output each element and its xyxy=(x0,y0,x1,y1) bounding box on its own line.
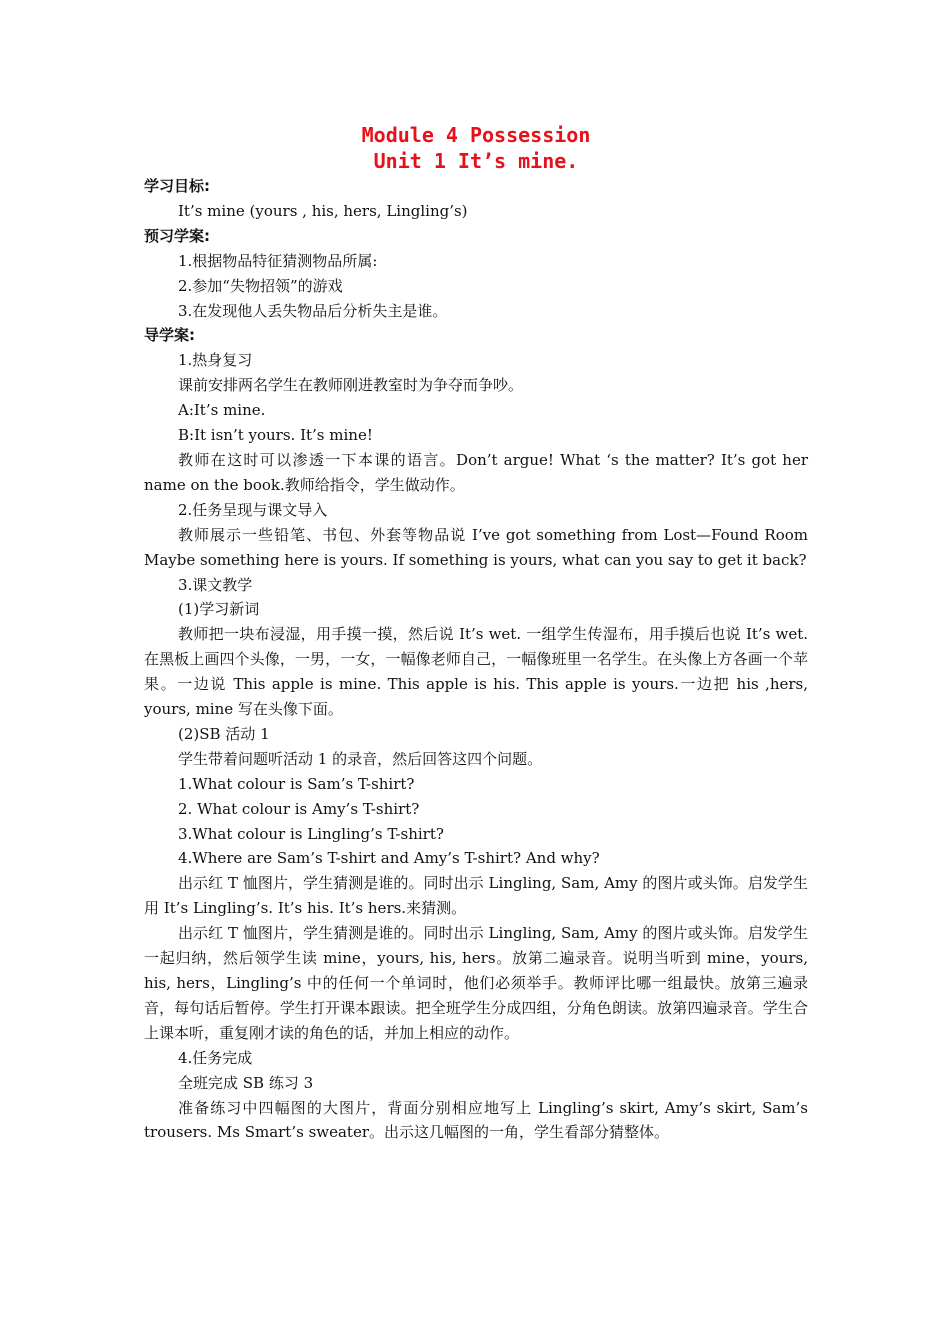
guide-paragraph: 教师展示一些铅笔、书包、外套等物品说 I’ve got something from Lost—Found Room Maybe something here is yours. If something is yours, what can you say to get it back? xyxy=(144,525,808,569)
guide-paragraph: 3.What colour is Lingling’s T-shirt? xyxy=(178,824,444,843)
module-title: Module 4 Possession xyxy=(361,123,591,147)
unit-title: Unit 1 It’s mine. xyxy=(373,149,579,173)
guide-paragraph: 3.课文教学 xyxy=(178,575,253,594)
guide-paragraph: 学生带着问题听活动 1 的录音，然后回答这四个问题。 xyxy=(178,749,543,768)
guide-paragraph: 4.任务完成 xyxy=(178,1048,253,1067)
preview-heading: 预习学案: xyxy=(144,226,210,245)
objectives-line: It’s mine (yours , his, hers, Lingling’s) xyxy=(178,201,468,220)
guide-paragraph: (2)SB 活动 1 xyxy=(178,724,270,743)
guide-paragraph: (1)学习新词 xyxy=(178,600,260,619)
guide-paragraph: 教师在这时可以渗透一下本课的语言。Don’t argue! What ‘s the matter? It’s got her name on the book.教师给指令，学生做动作。 xyxy=(144,450,808,494)
objectives-heading: 学习目标: xyxy=(144,177,210,195)
preview-item: 1.根据物品特征猜测物品所属: xyxy=(178,251,378,270)
guide-paragraph: 出示红 T 恤图片，学生猜测是谁的。同时出示 Lingling, Sam, Amy 的图片或头饰。启发学生用 It’s Lingling’s. It’s his. It’s hers.来猜测。 xyxy=(144,874,808,918)
guide-paragraph: 2. What colour is Amy’s T-shirt? xyxy=(178,799,420,818)
preview-item: 3.在发现他人丢失物品后分析失主是谁。 xyxy=(178,301,448,320)
guide-paragraph: 4.Where are Sam’s T-shirt and Amy’s T-shirt? And why? xyxy=(178,849,600,868)
guide-paragraph: 出示红 T 恤图片，学生猜测是谁的。同时出示 Lingling, Sam, Amy 的图片或头饰。启发学生一起归纳，然后领学生读 mine，yours, his, hers。放第二遍录音。说明当听到 mine，yours, his, hers，Lingling’s 中的任何一个单词时，他们必须举手。教师评比哪一组最快。放第三遍录音，每句话后暂停。学生打开课本跟读。把全班学生分成四组，分角色朗读。放第四遍录音。学生合上课本听，重复刚才读的角色的话，并加上相应的动作。 xyxy=(144,924,808,1042)
guide-paragraph: 1.热身复习 xyxy=(178,351,253,370)
document-body xyxy=(144,122,808,1145)
guide-paragraph: B:It isn’t yours. It’s mine! xyxy=(178,426,373,445)
preview-item: 2.参加“失物招领”的游戏 xyxy=(178,276,343,295)
guide-paragraph: 准备练习中四幅图的大图片，背面分别相应地写上 Lingling’s skirt, Amy’s skirt, Sam’s trousers. Ms Smart’s sweater。出示这几幅图的一角，学生看部分猜整体。 xyxy=(144,1098,808,1142)
guide-heading: 导学案: xyxy=(144,326,195,345)
guide-paragraph: 教师把一块布浸湿，用手摸一摸，然后说 It’s wet. 一组学生传湿布，用手摸后也说 It’s wet.在黑板上画四个头像，一男，一女，一幅像老师自己，一幅像班里一名学生。在头像上方各画一个苹果。一边说 This apple is mine. This apple is his. This apple is yours.一边把 his ,hers, yours, mine 写在头像下面。 xyxy=(144,625,808,719)
guide-paragraph: 2.任务呈现与课文导入 xyxy=(178,500,328,519)
guide-paragraph: A:It’s mine. xyxy=(178,401,266,420)
guide-paragraph: 课前安排两名学生在教师刚进教室时为争夺而争吵。 xyxy=(178,376,524,395)
guide-paragraph: 全班完成 SB 练习 3 xyxy=(178,1073,314,1092)
guide-paragraph: 1.What colour is Sam’s T-shirt? xyxy=(178,774,415,793)
